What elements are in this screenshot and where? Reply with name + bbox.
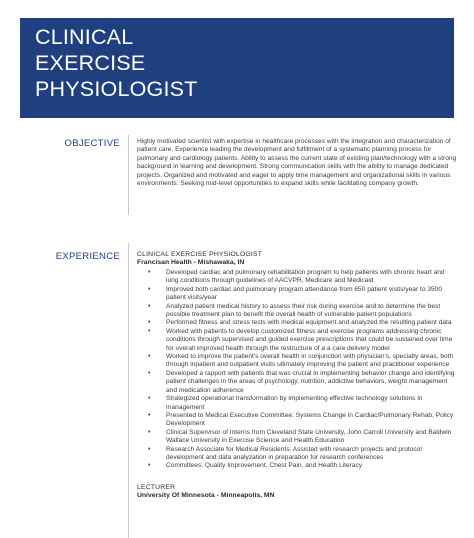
experience-heading: EXPERIENCE	[55, 251, 120, 262]
header-title-line-1: CLINICAL	[35, 25, 134, 49]
duty-item: • Research Associate for Medical Residents: Assisted with research projects and protocol development and data analyzation in preparation for research conferences	[137, 446, 457, 463]
objective-heading: OBJECTIVE	[64, 138, 120, 149]
duty-item: • Clinical Supervisor of Interns from Cleveland State University, John Carroll University and Baldwin Wallace University in Exercise Science and Health Education	[137, 429, 457, 446]
duty-item: • Performed fitness and stress tests with medical equipment and analyzed the resulting patient data	[137, 319, 457, 327]
duty-item: • Strategized operational transformation by implementing effective technology solutions in management	[137, 395, 457, 412]
experience-body	[137, 251, 457, 500]
duty-item: • Worked with patients to develop customized fitness and exercise programs addressing chronic conditions through supervised and guided exercise prescriptions that could be sustained over time for overall improved health through the restructure of a a care delivery model	[137, 328, 457, 353]
duty-item: • Improved both cardiac and pulmonary program attendance from 650 patient visits/year to 3500 patient visits/year	[137, 286, 457, 303]
duty-item: • Committees: Quality Improvement, Chest Pain, and Health Literacy	[137, 462, 457, 470]
job-entry	[137, 484, 457, 500]
job-title: CLINICAL EXERCISE PHYSIOLOGIST	[137, 251, 263, 258]
duty-item: • Worked to improve the patient's overall health in conjunction with physician's, specialty areas, both through inpatient and outpatient visits ultimately improving the patient and practitioner experience	[137, 353, 457, 370]
duty-item: • Developed cardiac and pulmonary rehabilitation program to help patients with chronic heart and lung conditions through guidelines of AACVPR, Medicare and Medicaid	[137, 269, 457, 286]
job-company: University Of Minnesota - Minneapolis, MN	[137, 491, 275, 499]
job-title: LECTURER	[137, 483, 176, 491]
duty-item: • Presented to Medical Executive Committee: Systems Change in Cardiac/Pulmonary Rehab, Policy Development	[137, 412, 457, 429]
header-title-line-2: EXERCISE	[35, 51, 146, 75]
experience-divider	[128, 243, 129, 538]
objective-divider	[128, 135, 129, 215]
duty-item: • Developed a rapport with patients that was crucial in implementing behavior change and identifying patient challenges in the areas of psychology, nutrition, addictive behaviors, weight management and medication adherence	[137, 370, 457, 395]
objective-section	[20, 135, 457, 215]
job-company: Francisan Health - Mishawaka, IN	[137, 259, 245, 266]
resume-header	[20, 18, 454, 118]
duty-list	[137, 269, 457, 471]
header-title-line-3: PHYSIOLOGIST	[35, 77, 198, 101]
job-entry	[137, 251, 457, 471]
objective-text: Highly motivated scientist with expertise in healthcare processes with the integration and characterization of patient care. Experience leading the development and fulfillment of a systematic planning process for pulmonary and cardiology patients. Ability to assess the current state of existing plan/technology with a strong background in learning and development. Strong communication skills with the ability to manage dedicated projects. Organized and motivated and eager to apply time management and organizational skills in various environments. Seeking mid-level opportunities to expand skills while facilitating company growth.	[137, 138, 457, 188]
duty-item: • Analyzed patient medical history to assess their risk during exercise and to determine the best possible treatment plan to benefit the overall health of vulnerable patient populations	[137, 303, 457, 320]
experience-section	[20, 243, 454, 538]
